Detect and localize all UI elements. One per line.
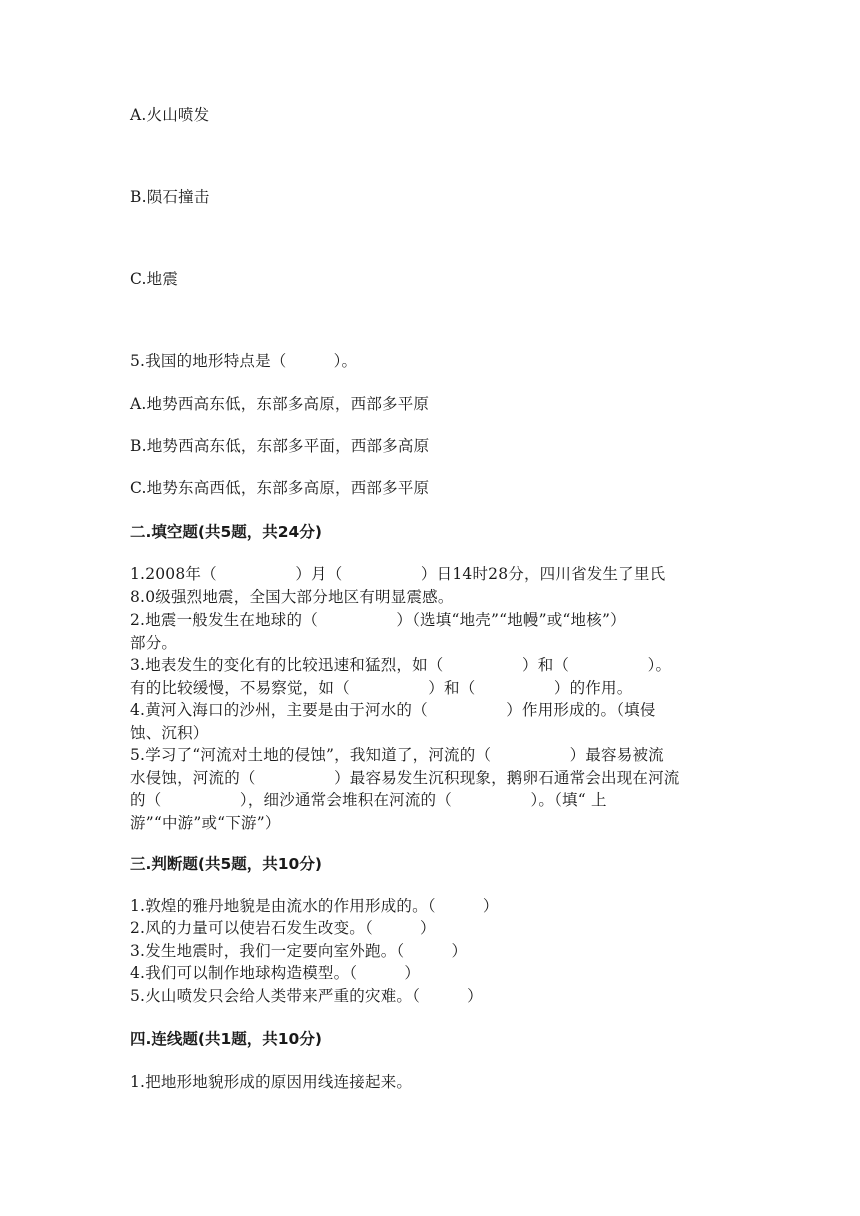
judge-line: 1.敦煌的雅丹地貌是由流水的作用形成的。（ ） (130, 897, 499, 915)
judge-line: 5.火山喷发只会给人类带来严重的灾难。（ ） (130, 987, 483, 1005)
fill-line: 蚀、沉积） (130, 724, 209, 742)
fill-line: 的（ ），细沙通常会堆积在河流的（ ）。（填“ 上 (130, 791, 607, 809)
fill-line: 游”“中游”或“下游”） (130, 814, 281, 832)
fill-line: 有的比较缓慢，不易察觉，如（ ）和（ ）的作用。 (130, 679, 633, 697)
fill-line: 4.黄河入海口的沙州，主要是由于河水的（ ）作用形成的。（填侵 (130, 701, 656, 719)
q5-option-a: A.地势西高东低，东部多高原，西部多平原 (130, 395, 430, 413)
section-3-heading: 三.判断题(共5题，共10分) (130, 855, 322, 873)
q5-option-b: B.地势西高东低，东部多平面，西部多高原 (130, 437, 430, 455)
q4-option-c: C.地震 (130, 270, 179, 288)
fill-line: 5.学习了“河流对土地的侵蚀”，我知道了，河流的（ ）最容易被流 (130, 746, 664, 764)
fill-line: 2.地震一般发生在地球的（ ）（选填“地壳”“地幔”或“地核”） (130, 611, 626, 629)
match-line: 1.把地形地貌形成的原因用线连接起来。 (130, 1073, 413, 1091)
fill-line: 部分。 (130, 634, 178, 652)
fill-line: 1.2008年（ ）月（ ）日14时28分，四川省发生了里氏 (130, 565, 666, 583)
q4-option-a: A.火山喷发 (130, 106, 210, 124)
q5-option-c: C.地势东高西低，东部多高原，西部多平原 (130, 479, 430, 497)
fill-line: 3.地表发生的变化有的比较迅速和猛烈，如（ ）和（ ）。 (130, 656, 672, 674)
q4-option-b: B.陨石撞击 (130, 188, 210, 206)
fill-line: 水侵蚀，河流的（ ）最容易发生沉积现象，鹅卵石通常会出现在河流 (130, 769, 680, 787)
section-4-heading: 四.连线题(共1题，共10分) (130, 1030, 322, 1048)
judge-line: 2.风的力量可以使岩石发生改变。（ ） (130, 919, 436, 937)
judge-line: 3.发生地震时，我们一定要向室外跑。（ ） (130, 942, 468, 960)
q5-stem: 5.我国的地形特点是（ ）。 (130, 352, 358, 370)
section-2-heading: 二.填空题(共5题，共24分) (130, 523, 322, 541)
fill-line: 8.0级强烈地震，全国大部分地区有明显震感。 (130, 588, 454, 606)
judge-line: 4.我们可以制作地球构造模型。（ ） (130, 964, 421, 982)
